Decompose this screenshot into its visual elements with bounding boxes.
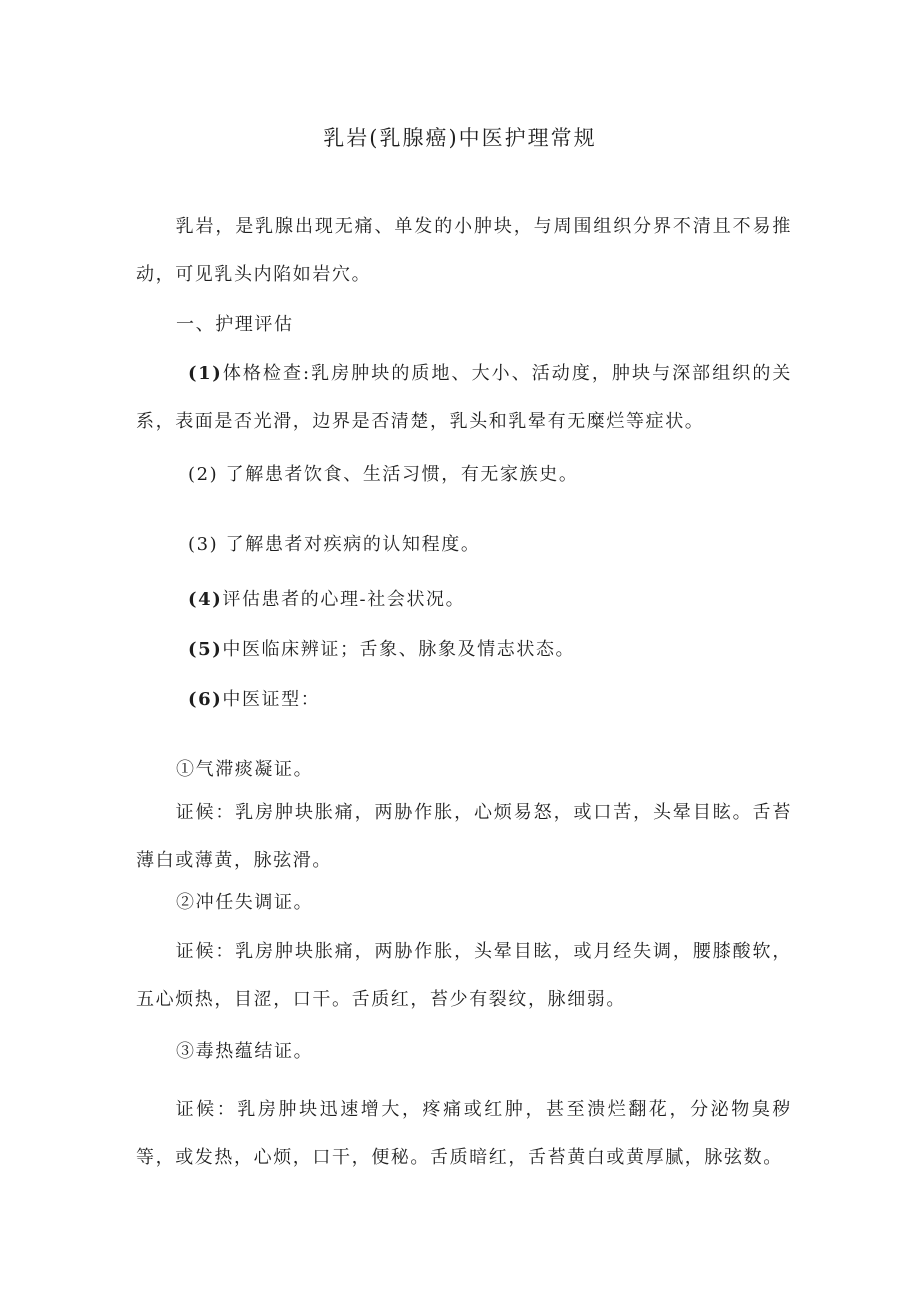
section-heading: 一、护理评估 bbox=[176, 314, 294, 335]
assessment-item-5 bbox=[136, 630, 792, 670]
item-number: (4) bbox=[188, 589, 223, 610]
syndrome-3-name: ③毒热蕴结证。 bbox=[176, 1041, 314, 1062]
assessment-item-3 bbox=[136, 525, 792, 565]
item-text: 体格检查:乳房肿块的质地、大小、活动度，肿块与深部组织的关系，表面是否光滑，边界是否清楚，乳头和乳晕有无糜烂等症状。 bbox=[136, 363, 792, 432]
item-number: (1) bbox=[188, 363, 223, 384]
item-number: (6) bbox=[188, 689, 223, 710]
page-title: 乳岩(乳腺癌)中医护理常规 bbox=[323, 126, 597, 150]
syndrome-3-symptoms: 证候：乳房肿块迅速增大，疼痛或红肿，甚至溃烂翻花，分泌物臭秽等，或发热，心烦，口干，便秘。舌质暗红，舌苔黄白或黄厚腻，脉弦数。 bbox=[136, 1099, 792, 1168]
intro-paragraph: 乳岩，是乳腺出现无痛、单发的小肿块，与周围组织分界不清且不易推动，可见乳头内陷如岩穴。 bbox=[136, 216, 792, 285]
assessment-item-1 bbox=[136, 350, 792, 446]
syndrome-1-name: ①气滞痰凝证。 bbox=[176, 759, 314, 780]
item-text: 中医临床辨证；舌象、脉象及情志状态。 bbox=[222, 639, 576, 660]
item-number: (5) bbox=[188, 639, 223, 660]
item-number: (3) bbox=[188, 534, 219, 555]
item-number: (2) bbox=[188, 464, 219, 485]
assessment-item-4 bbox=[136, 580, 792, 620]
item-text: 中医证型： bbox=[222, 689, 321, 710]
syndrome-2-name: ②冲任失调证。 bbox=[176, 892, 314, 913]
item-text: 评估患者的心理-社会状况。 bbox=[222, 589, 466, 610]
syndrome-1-symptoms: 证候：乳房肿块胀痛，两胁作胀，心烦易怒，或口苦，头晕目眩。舌苔薄白或薄黄，脉弦滑。 bbox=[136, 802, 792, 871]
item-text: 了解患者对疾病的认知程度。 bbox=[218, 534, 481, 555]
syndrome-2-symptoms: 证候：乳房肿块胀痛，两胁作胀，头晕目眩，或月经失调，腰膝酸软，五心烦热，目涩，口干。舌质红，苔少有裂纹，脉细弱。 bbox=[136, 941, 792, 1010]
assessment-item-2 bbox=[136, 455, 792, 495]
assessment-item-6 bbox=[136, 680, 792, 720]
item-text: 了解患者饮食、生活习惯，有无家族史。 bbox=[218, 464, 579, 485]
